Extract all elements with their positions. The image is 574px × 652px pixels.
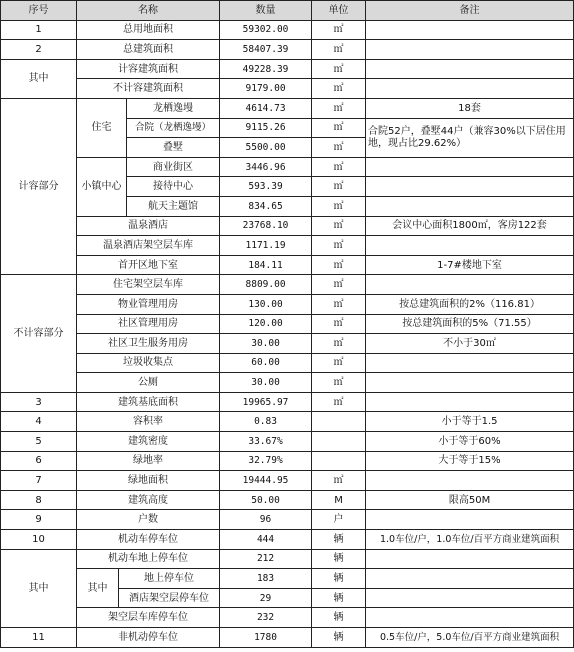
table-row [1, 490, 574, 510]
seq-cell: 11 [1, 628, 77, 648]
table-row [1, 294, 574, 314]
note-cell: 1.0车位/户，1.0车位/百平方商业建筑面积 [366, 530, 574, 550]
unit-cell [312, 432, 366, 452]
note-cell [366, 20, 574, 40]
note-cell [366, 471, 574, 491]
table-row [1, 216, 574, 236]
note-cell: 0.5车位/户，5.0车位/百平方商业建筑面积 [366, 628, 574, 648]
note-cell: 小于等于1.5 [366, 412, 574, 432]
name-cell: 不计容建筑面积 [77, 79, 220, 99]
unit-cell: ㎡ [312, 40, 366, 60]
qty-cell: 30.00 [220, 373, 312, 393]
group-label: 其中 [1, 59, 77, 98]
note-cell: 1-7#楼地下室 [366, 255, 574, 275]
table-row [1, 157, 574, 177]
unit-cell: ㎡ [312, 138, 366, 158]
table-row [1, 530, 574, 550]
note-cell [366, 59, 574, 79]
header-seq: 序号 [1, 1, 77, 21]
note-cell: 18套 [366, 98, 574, 118]
qty-cell: 19965.97 [220, 392, 312, 412]
qty-cell: 593.39 [220, 177, 312, 197]
qty-cell: 58407.39 [220, 40, 312, 60]
qty-cell: 4614.73 [220, 98, 312, 118]
note-cell [366, 588, 574, 608]
note-cell: 不小于30㎡ [366, 334, 574, 354]
qty-cell: 30.00 [220, 334, 312, 354]
table-row [1, 236, 574, 256]
unit-cell: ㎡ [312, 255, 366, 275]
table-row [1, 353, 574, 373]
header-qty: 数量 [220, 1, 312, 21]
name-cell: 住宅架空层车库 [77, 275, 220, 295]
note-cell [366, 373, 574, 393]
note-cell: 合院52户，叠墅44户（兼容30%以下居住用地，现占比29.62%） [366, 118, 574, 157]
qty-cell: 1780 [220, 628, 312, 648]
group-label: 不计容部分 [1, 275, 77, 393]
name-cell: 总用地面积 [77, 20, 220, 40]
name-cell: 航天主题馆 [127, 196, 220, 216]
table-row [1, 412, 574, 432]
unit-cell: ㎡ [312, 216, 366, 236]
seq-cell: 7 [1, 471, 77, 491]
name-cell: 接待中心 [127, 177, 220, 197]
table-row [1, 549, 574, 569]
qty-cell: 184.11 [220, 255, 312, 275]
group-label: 计容部分 [1, 98, 77, 274]
note-cell: 按总建筑面积的2%（116.81） [366, 294, 574, 314]
qty-cell: 59302.00 [220, 20, 312, 40]
table-row [1, 275, 574, 295]
note-cell: 大于等于15% [366, 451, 574, 471]
note-cell: 限高50M [366, 490, 574, 510]
qty-cell: 834.65 [220, 196, 312, 216]
table-row [1, 628, 574, 648]
qty-cell: 23768.10 [220, 216, 312, 236]
unit-cell: ㎡ [312, 236, 366, 256]
table-row [1, 334, 574, 354]
name-cell: 公厕 [77, 373, 220, 393]
unit-cell: ㎡ [312, 314, 366, 334]
name-cell: 建筑密度 [77, 432, 220, 452]
unit-cell: ㎡ [312, 177, 366, 197]
unit-cell: ㎡ [312, 275, 366, 295]
note-cell: 会议中心面积1800㎡，客房122套 [366, 216, 574, 236]
table-row [1, 608, 574, 628]
unit-cell: 辆 [312, 628, 366, 648]
qty-cell: 9179.00 [220, 79, 312, 99]
table-row [1, 510, 574, 530]
unit-cell: 辆 [312, 608, 366, 628]
unit-cell: ㎡ [312, 392, 366, 412]
qty-cell: 0.83 [220, 412, 312, 432]
qty-cell: 444 [220, 530, 312, 550]
note-cell [366, 79, 574, 99]
header-name: 名称 [77, 1, 220, 21]
table-row [1, 98, 574, 118]
name-cell: 社区管理用房 [77, 314, 220, 334]
qty-cell: 60.00 [220, 353, 312, 373]
group-label: 其中 [1, 549, 77, 627]
unit-cell: ㎡ [312, 118, 366, 138]
note-cell [366, 608, 574, 628]
note-cell [366, 236, 574, 256]
name-cell: 物业管理用房 [77, 294, 220, 314]
qty-cell: 9115.26 [220, 118, 312, 138]
qty-cell: 232 [220, 608, 312, 628]
name-cell: 建筑基底面积 [77, 392, 220, 412]
note-cell [366, 177, 574, 197]
name-cell: 容积率 [77, 412, 220, 432]
name-cell: 绿地面积 [77, 471, 220, 491]
name-cell: 首开区地下室 [77, 255, 220, 275]
note-cell [366, 549, 574, 569]
table-row [1, 373, 574, 393]
unit-cell: ㎡ [312, 196, 366, 216]
qty-cell: 29 [220, 588, 312, 608]
qty-cell: 8809.00 [220, 275, 312, 295]
unit-cell: 辆 [312, 569, 366, 589]
seq-cell: 10 [1, 530, 77, 550]
unit-cell: 辆 [312, 530, 366, 550]
table-row [1, 79, 574, 99]
note-cell [366, 510, 574, 530]
name-cell: 温泉酒店 [77, 216, 220, 236]
name-cell: 架空层车库停车位 [77, 608, 220, 628]
qty-cell: 50.00 [220, 490, 312, 510]
table-row [1, 451, 574, 471]
name-cell: 机动车地上停车位 [77, 549, 220, 569]
seq-cell: 4 [1, 412, 77, 432]
unit-cell: ㎡ [312, 59, 366, 79]
name-cell: 合院（龙栖逸墁） [127, 118, 220, 138]
name-cell: 机动车停车位 [77, 530, 220, 550]
subgroup-label: 小镇中心 [77, 157, 127, 216]
seq-cell: 8 [1, 490, 77, 510]
table-row [1, 432, 574, 452]
table-row [1, 471, 574, 491]
seq-cell: 6 [1, 451, 77, 471]
note-cell: 小于等于60% [366, 432, 574, 452]
unit-cell: ㎡ [312, 20, 366, 40]
seq-cell: 5 [1, 432, 77, 452]
qty-cell: 49228.39 [220, 59, 312, 79]
qty-cell: 183 [220, 569, 312, 589]
unit-cell: ㎡ [312, 294, 366, 314]
name-cell: 龙栖逸墁 [127, 98, 220, 118]
note-cell [366, 275, 574, 295]
unit-cell [312, 451, 366, 471]
unit-cell: ㎡ [312, 471, 366, 491]
name-cell: 地上停车位 [119, 569, 220, 589]
name-cell: 绿地率 [77, 451, 220, 471]
note-cell: 按总建筑面积的5%（71.55） [366, 314, 574, 334]
subgroup-label: 住宅 [77, 98, 127, 157]
header-note: 备注 [366, 1, 574, 21]
header-unit: 单位 [312, 1, 366, 21]
table-row [1, 569, 574, 589]
header-row [1, 1, 574, 21]
name-cell: 商业街区 [127, 157, 220, 177]
qty-cell: 120.00 [220, 314, 312, 334]
note-cell [366, 392, 574, 412]
name-cell: 酒店架空层停车位 [119, 588, 220, 608]
qty-cell: 19444.95 [220, 471, 312, 491]
name-cell: 社区卫生服务用房 [77, 334, 220, 354]
table-row [1, 20, 574, 40]
name-cell: 户数 [77, 510, 220, 530]
unit-cell: ㎡ [312, 79, 366, 99]
note-cell [366, 40, 574, 60]
seq-cell: 3 [1, 392, 77, 412]
qty-cell: 212 [220, 549, 312, 569]
name-cell: 建筑高度 [77, 490, 220, 510]
unit-cell: ㎡ [312, 157, 366, 177]
table-row [1, 314, 574, 334]
name-cell: 计容建筑面积 [77, 59, 220, 79]
unit-cell: 户 [312, 510, 366, 530]
name-cell: 温泉酒店架空层车库 [77, 236, 220, 256]
note-cell [366, 569, 574, 589]
name-cell: 叠墅 [127, 138, 220, 158]
qty-cell: 3446.96 [220, 157, 312, 177]
unit-cell: ㎡ [312, 353, 366, 373]
unit-cell: ㎡ [312, 373, 366, 393]
table-row [1, 392, 574, 412]
unit-cell: ㎡ [312, 98, 366, 118]
qty-cell: 96 [220, 510, 312, 530]
subgroup-label: 其中 [77, 569, 119, 608]
name-cell: 垃圾收集点 [77, 353, 220, 373]
name-cell: 总建筑面积 [77, 40, 220, 60]
name-cell: 非机动停车位 [77, 628, 220, 648]
seq-cell: 1 [1, 20, 77, 40]
note-cell [366, 353, 574, 373]
qty-cell: 1171.19 [220, 236, 312, 256]
unit-cell: 辆 [312, 588, 366, 608]
seq-cell: 9 [1, 510, 77, 530]
unit-cell: ㎡ [312, 334, 366, 354]
note-cell [366, 157, 574, 177]
qty-cell: 33.67% [220, 432, 312, 452]
qty-cell: 5500.00 [220, 138, 312, 158]
table-row [1, 255, 574, 275]
note-cell [366, 196, 574, 216]
table-row [1, 40, 574, 60]
qty-cell: 32.79% [220, 451, 312, 471]
unit-cell: 辆 [312, 549, 366, 569]
unit-cell [312, 412, 366, 432]
table-row [1, 59, 574, 79]
seq-cell: 2 [1, 40, 77, 60]
unit-cell: M [312, 490, 366, 510]
qty-cell: 130.00 [220, 294, 312, 314]
